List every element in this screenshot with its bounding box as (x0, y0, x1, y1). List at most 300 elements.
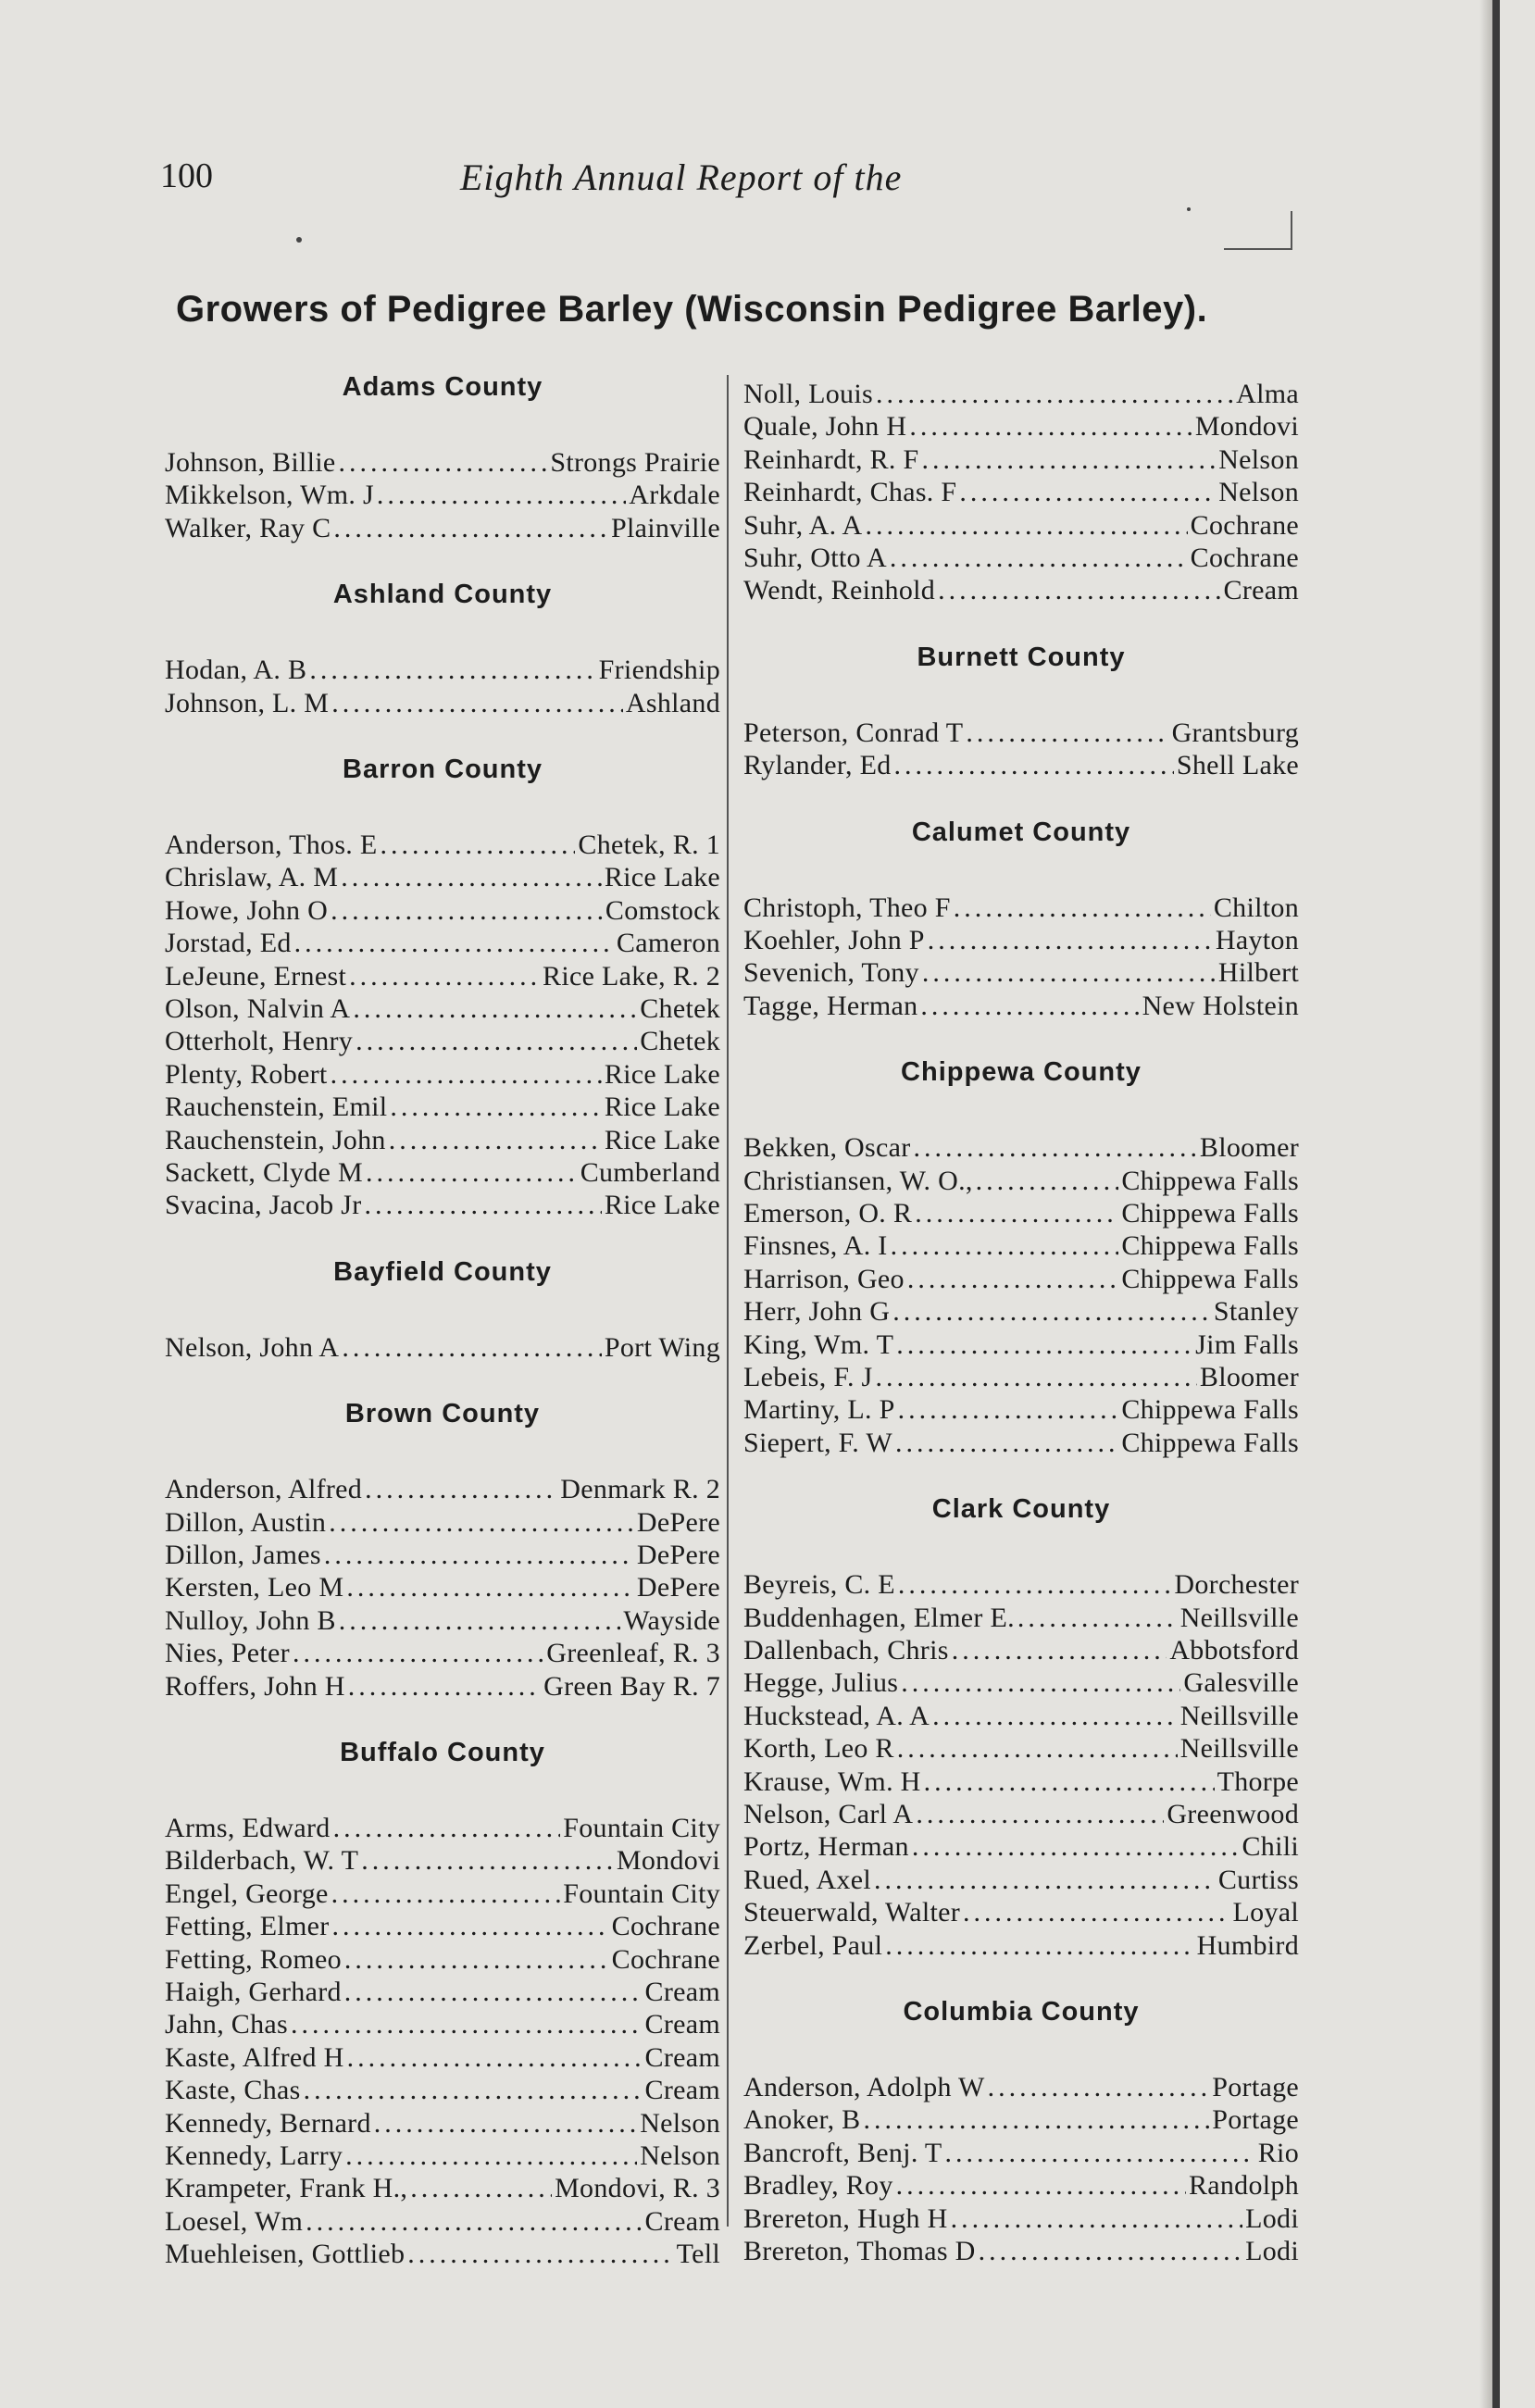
grower-name: Kaste, Chas (165, 2075, 301, 2106)
grower-entry (743, 1165, 1299, 1197)
grower-name: Hegge, Julius (743, 1667, 899, 1699)
grower-name: Christoph, Theo F (743, 892, 951, 923)
dot-leader (293, 1637, 543, 1669)
grower-location: Mondovi (1194, 411, 1299, 443)
dot-leader (876, 1361, 1197, 1393)
grower-entry (165, 1910, 720, 1942)
dot-leader (389, 1124, 602, 1156)
grower-name: Bekken, Oscar (743, 1132, 911, 1164)
grower-location: Greenwood (1167, 1799, 1299, 1829)
grower-entry (165, 829, 720, 861)
dot-leader (874, 1864, 1216, 1896)
grower-name: Peterson, Conrad T (743, 717, 964, 748)
grower-location: Stanley (1213, 1296, 1299, 1328)
grower-entry (165, 927, 720, 959)
grower-entry (743, 443, 1299, 476)
grower-entry (165, 2041, 720, 2074)
dot-leader (988, 2071, 1210, 2103)
dot-leader (920, 990, 1139, 1022)
grower-name: Fetting, Elmer (165, 1911, 330, 1942)
grower-entry (165, 1670, 720, 1703)
grower-location: Shell Lake (1176, 750, 1299, 781)
grower-entry (165, 2008, 720, 2040)
grower-entry (165, 1812, 720, 1844)
dot-leader (348, 1670, 541, 1703)
dot-leader (344, 1976, 643, 2008)
grower-entry (165, 2238, 720, 2270)
grower-name: King, Wm. T (743, 1329, 894, 1360)
grower-location: Friendship (598, 655, 720, 686)
grower-entry (165, 894, 720, 927)
grower-name: Svacina, Jacob Jr (165, 1190, 362, 1221)
dot-leader (341, 861, 602, 893)
grower-entry (743, 956, 1299, 989)
dot-leader (892, 1295, 1211, 1328)
dot-leader (863, 2103, 1209, 2136)
dot-leader (331, 1058, 602, 1091)
grower-entry (743, 410, 1299, 443)
grower-name: Anderson, Alfred (165, 1474, 363, 1505)
dot-leader (390, 1091, 602, 1123)
grower-location: Curtiss (1217, 1864, 1299, 1895)
grower-location: Neillsville (1179, 1700, 1299, 1731)
grower-name: Dallenbach, Chris (743, 1635, 949, 1666)
county-heading: Columbia County (903, 1997, 1140, 2027)
grower-name: Nelson, Carl A (743, 1799, 914, 1829)
grower-location: Chippewa Falls (1121, 1198, 1299, 1229)
dot-leader (333, 1812, 561, 1844)
grower-location: Chili (1242, 1831, 1299, 1863)
grower-name: Nies, Peter (165, 1638, 290, 1669)
dot-leader (922, 956, 1216, 989)
dot-leader (331, 1878, 561, 1910)
dot-leader (377, 479, 626, 511)
grower-name: Bradley, Roy (743, 2170, 893, 2202)
grower-entry (743, 1732, 1299, 1765)
grower-location: Nelson (1218, 477, 1299, 508)
dot-leader (339, 1604, 621, 1637)
page-number: 100 (160, 156, 213, 195)
grower-entry (165, 1025, 720, 1057)
grower-name: Haigh, Gerhard (165, 1977, 342, 2007)
grower-name: Arms, Edward (165, 1813, 331, 1843)
grower-name: Korth, Leo R (743, 1733, 894, 1765)
grower-name: Bancroft, Benj. T (743, 2137, 942, 2168)
grower-location: Galesville (1183, 1667, 1299, 1699)
dot-leader (345, 2140, 637, 2172)
grower-location: Greenleaf, R. 3 (546, 1638, 720, 1669)
county-heading: Bayfield County (333, 1256, 552, 1287)
grower-name: Reinhardt, Chas. F (743, 477, 957, 508)
grower-location: Chetek (640, 993, 720, 1024)
grower-name: Herr, John G (743, 1296, 891, 1328)
running-head: Eighth Annual Report of the (460, 156, 903, 198)
dot-leader (346, 1571, 634, 1603)
dot-leader (959, 476, 1216, 508)
grower-entry (165, 1124, 720, 1156)
grower-location: New Holstein (1142, 990, 1299, 1021)
grower-entry (743, 749, 1299, 781)
grower-name: Tagge, Herman (743, 990, 918, 1021)
grower-location: Hilbert (1217, 957, 1299, 989)
dot-leader (349, 960, 540, 992)
county-heading: Burnett County (917, 642, 1126, 672)
grower-location: Chippewa Falls (1121, 1394, 1299, 1426)
grower-name: Suhr, A. A (743, 509, 863, 541)
dot-leader (329, 1506, 634, 1539)
grower-entry (743, 1393, 1299, 1426)
dot-leader (891, 1229, 1119, 1262)
grower-location: Humbird (1196, 1929, 1299, 1961)
grower-name: Chrislaw, A. M (165, 862, 339, 893)
dot-leader (347, 2041, 643, 2074)
grower-entry (743, 1765, 1299, 1798)
grower-name: Dillon, Austin (165, 1506, 327, 1538)
grower-entry (743, 378, 1299, 410)
grower-location: Green Bay R. 7 (543, 1670, 720, 1702)
grower-location: DePere (636, 1540, 720, 1570)
dot-leader (898, 1393, 1119, 1426)
corner-mark (1224, 211, 1292, 250)
grower-entry (165, 960, 720, 992)
grower-location: Fountain City (563, 1813, 720, 1843)
grower-location: Denmark R. 2 (560, 1474, 720, 1505)
grower-name: Kaste, Alfred H (165, 2041, 344, 2073)
grower-name: Harrison, Geo (743, 1263, 905, 1294)
page-edge (1492, 0, 1500, 2408)
county-heading: Chippewa County (901, 1057, 1142, 1088)
grower-entry (743, 574, 1299, 606)
grower-location: Rice Lake (604, 1190, 720, 1221)
grower-name: Otterholt, Henry (165, 1026, 354, 1057)
grower-entry (743, 1666, 1299, 1699)
grower-entry (743, 2071, 1299, 2103)
dot-leader (898, 1568, 1172, 1601)
grower-location: Neillsville (1179, 1733, 1299, 1765)
grower-name: Beyreis, C. E (743, 1569, 895, 1601)
grower-location: Cream (644, 2041, 720, 2073)
grower-name: Johnson, L. M (165, 687, 330, 718)
dot-leader (976, 1165, 1119, 1197)
grower-entry (743, 1361, 1299, 1393)
dot-leader (304, 2074, 643, 2106)
grower-location: Comstock (605, 894, 720, 926)
grower-location: Chippewa Falls (1121, 1263, 1299, 1294)
dot-leader (932, 1700, 1178, 1732)
dot-leader (896, 1329, 1192, 1361)
dot-leader (885, 1929, 1193, 1962)
grower-entry (165, 2140, 720, 2172)
dot-leader (353, 992, 637, 1025)
grower-entry (165, 2172, 720, 2204)
grower-name: Anderson, Thos. E (165, 830, 378, 860)
grower-entry (743, 990, 1299, 1022)
grower-name: Nulloy, John B (165, 1604, 336, 1636)
grower-location: Nelson (640, 2140, 720, 2171)
grower-location: Thorpe (1217, 1765, 1299, 1797)
grower-location: Port Wing (604, 1331, 720, 1363)
grower-entry (743, 1197, 1299, 1229)
dot-leader (410, 2172, 552, 2204)
dot-leader (309, 654, 595, 686)
grower-name: Finsnes, A. I (743, 1230, 888, 1262)
grower-entry (165, 1943, 720, 1976)
grower-name: Koehler, John P (743, 925, 925, 955)
grower-name: Johnson, Billie (165, 447, 336, 478)
grower-location: Tell (676, 2239, 720, 2270)
grower-location: Ashland (625, 687, 720, 718)
grower-location: Mondovi (616, 1845, 720, 1877)
dot-leader (294, 927, 614, 959)
grower-name: Emerson, O. R (743, 1198, 913, 1229)
grower-entry (165, 1844, 720, 1877)
grower-name: Rued, Axel (743, 1864, 871, 1895)
grower-name: Portz, Herman (743, 1831, 909, 1863)
grower-location: Mondovi, R. 3 (555, 2173, 720, 2204)
grower-location: Wayside (623, 1604, 720, 1636)
grower-name: Zerbel, Paul (743, 1929, 883, 1961)
grower-entry (743, 2202, 1299, 2235)
grower-entry (165, 1091, 720, 1123)
grower-location: Fountain City (563, 1878, 720, 1909)
dot-leader (914, 1131, 1197, 1164)
grower-name: Loesel, Wm (165, 2205, 304, 2237)
dot-leader (866, 509, 1188, 542)
grower-name: Olson, Nalvin A (165, 993, 351, 1024)
grower-entry (743, 892, 1299, 924)
grower-name: Rauchenstein, Emil (165, 1092, 388, 1123)
dot-leader (938, 574, 1220, 606)
dot-leader (344, 1943, 609, 1976)
grower-location: Hayton (1215, 925, 1299, 955)
grower-location: Rice Lake (604, 1092, 720, 1123)
grower-name: Christiansen, W. O., (743, 1165, 973, 1196)
dot-leader (291, 2008, 643, 2040)
grower-name: Noll, Louis (743, 379, 873, 409)
dot-leader (894, 749, 1174, 781)
grower-entry (743, 1700, 1299, 1732)
grower-name: Kennedy, Larry (165, 2140, 343, 2171)
grower-entry (743, 1602, 1299, 1634)
dot-leader (876, 378, 1233, 410)
dot-leader (1017, 1602, 1178, 1634)
grower-entry (165, 1637, 720, 1669)
grower-name: Anderson, Adolph W (743, 2072, 985, 2102)
grower-location: Cochrane (1190, 543, 1299, 573)
grower-name: Dillon, James (165, 1540, 321, 1570)
dot-leader (912, 1830, 1240, 1863)
grower-entry (165, 479, 720, 511)
dot-leader (924, 1765, 1215, 1798)
grower-entry (165, 2205, 720, 2238)
grower-entry (165, 1331, 720, 1364)
grower-entry (165, 512, 720, 544)
grower-name: Siepert, F. W (743, 1427, 892, 1458)
print-speck (1187, 207, 1191, 211)
grower-name: Howe, John O (165, 894, 329, 926)
grower-entry (743, 1568, 1299, 1601)
grower-name: Engel, George (165, 1878, 329, 1909)
dot-leader (945, 2137, 1255, 2169)
page-title: Growers of Pedigree Barley (Wisconsin Pedigree Barley). (176, 289, 1208, 330)
dot-leader (339, 446, 548, 479)
grower-entry (743, 1830, 1299, 1863)
grower-entry (743, 1229, 1299, 1262)
grower-name: Hodan, A. B (165, 655, 307, 686)
dot-leader (901, 1666, 1180, 1699)
grower-location: Loyal (1232, 1897, 1299, 1928)
dot-leader (331, 894, 603, 927)
grower-location: Chilton (1213, 892, 1299, 923)
grower-location: Rice Lake (604, 862, 720, 893)
grower-location: Cream (644, 2075, 720, 2106)
grower-location: Jim Falls (1195, 1329, 1299, 1360)
dot-leader (333, 512, 608, 544)
grower-entry (165, 861, 720, 893)
page-edge-shadow (1479, 0, 1492, 2408)
grower-entry (743, 924, 1299, 956)
grower-entry (165, 1878, 720, 1910)
grower-location: DePere (636, 1572, 720, 1603)
grower-entry (165, 992, 720, 1025)
grower-name: Roffers, John H (165, 1670, 345, 1702)
dot-leader (407, 2238, 673, 2270)
grower-entry (743, 1131, 1299, 1164)
grower-name: Steuerwald, Walter (743, 1897, 961, 1928)
grower-location: Nelson (640, 2107, 720, 2139)
grower-name: Jorstad, Ed (165, 928, 292, 959)
county-heading: Barron County (343, 755, 543, 784)
grower-entry (743, 1329, 1299, 1361)
grower-entry (165, 1506, 720, 1539)
grower-entry (743, 542, 1299, 574)
grower-entry (165, 446, 720, 479)
grower-name: Lebeis, F. J (743, 1362, 873, 1392)
grower-entry (165, 687, 720, 719)
grower-location: Cream (644, 1977, 720, 2007)
grower-location: Cream (644, 2009, 720, 2040)
dot-leader (954, 892, 1211, 924)
dot-leader (895, 1427, 1118, 1459)
grower-name: Buddenhagen, Elmer E. (743, 1602, 1015, 1633)
grower-location: Cochrane (1190, 509, 1299, 541)
grower-location: Cameron (616, 928, 720, 959)
grower-name: Sevenich, Tony (743, 957, 919, 989)
grower-entry (165, 1604, 720, 1637)
grower-location: DePere (636, 1506, 720, 1538)
grower-name: Fetting, Romeo (165, 1943, 342, 1975)
dot-leader (916, 1798, 1164, 1830)
grower-name: Martiny, L. P (743, 1394, 895, 1426)
print-speck (296, 237, 302, 243)
grower-location: Cochrane (611, 1943, 720, 1975)
dot-leader (365, 1473, 557, 1505)
grower-location: Chetek (640, 1026, 720, 1057)
dot-leader (890, 542, 1188, 574)
grower-location: Lodi (1245, 2236, 1299, 2266)
grower-location: Chippewa Falls (1121, 1230, 1299, 1262)
dot-leader (907, 1263, 1118, 1295)
grower-name: Huckstead, A. A (743, 1700, 930, 1731)
grower-name: Bilderbach, W. T (165, 1845, 359, 1877)
grower-location: Portage (1212, 2104, 1299, 2136)
grower-name: Jahn, Chas (165, 2009, 288, 2040)
grower-location: Nelson (1218, 443, 1299, 475)
grower-name: Muehleisen, Gottlieb (165, 2239, 406, 2270)
dot-leader (909, 410, 1192, 443)
grower-entry (165, 1058, 720, 1091)
county-heading: Brown County (344, 1399, 541, 1429)
grower-location: Chippewa Falls (1121, 1165, 1299, 1196)
grower-entry (165, 1976, 720, 2008)
dot-leader (381, 829, 576, 861)
dot-leader (897, 1732, 1178, 1765)
grower-location: Cumberland (580, 1157, 720, 1188)
grower-location: Strongs Prairie (550, 447, 720, 478)
dot-leader (331, 687, 623, 719)
grower-name: Quale, John H (743, 411, 907, 443)
grower-name: Brereton, Hugh H (743, 2202, 948, 2234)
grower-entry (743, 1634, 1299, 1666)
grower-name: Walker, Ray C (165, 512, 331, 543)
grower-name: Sackett, Clyde M (165, 1157, 363, 1188)
dot-leader (342, 1331, 602, 1364)
grower-name: Reinhardt, R. F (743, 443, 919, 475)
dot-leader (979, 2235, 1242, 2267)
grower-location: Lodi (1245, 2202, 1299, 2234)
dot-leader (306, 2205, 642, 2238)
grower-name: Rauchenstein, John (165, 1124, 386, 1155)
grower-name: Wendt, Reinhold (743, 575, 936, 606)
county-heading: Clark County (931, 1494, 1111, 1525)
grower-location: Arkdale (629, 480, 720, 511)
grower-entry (743, 1263, 1299, 1295)
grower-location: Rio (1257, 2137, 1299, 2168)
county-heading: Ashland County (332, 580, 553, 610)
grower-location: Dorchester (1174, 1569, 1299, 1601)
grower-entry (743, 2235, 1299, 2267)
grower-entry (743, 1295, 1299, 1328)
dot-leader (966, 717, 1168, 749)
grower-location: Abbotsford (1169, 1635, 1299, 1666)
grower-location: Portage (1212, 2072, 1299, 2102)
grower-name: Anoker, B (743, 2104, 861, 2136)
grower-location: Cochrane (611, 1911, 720, 1942)
grower-name: Kersten, Leo M (165, 1572, 344, 1603)
grower-location: Randolph (1188, 2170, 1299, 2202)
grower-entry (743, 2169, 1299, 2202)
grower-name: Rylander, Ed (743, 750, 892, 781)
dot-leader (922, 443, 1217, 476)
grower-entry (165, 1539, 720, 1571)
grower-entry (743, 1896, 1299, 1928)
grower-entry (165, 1473, 720, 1505)
dot-leader (951, 2202, 1243, 2235)
grower-entry (743, 476, 1299, 508)
dot-leader (952, 1634, 1167, 1666)
grower-entry (165, 2107, 720, 2140)
grower-entry (165, 1189, 720, 1221)
grower-location: Bloomer (1199, 1362, 1299, 1392)
grower-location: Chetek, R. 1 (578, 830, 720, 860)
grower-location: Rice Lake, R. 2 (543, 960, 720, 992)
grower-location: Chippewa Falls (1121, 1427, 1299, 1458)
grower-entry (165, 1156, 720, 1189)
dot-leader (361, 1844, 614, 1877)
grower-name: Mikkelson, Wm. J (165, 480, 374, 511)
dot-leader (915, 1197, 1118, 1229)
dot-leader (324, 1539, 634, 1571)
